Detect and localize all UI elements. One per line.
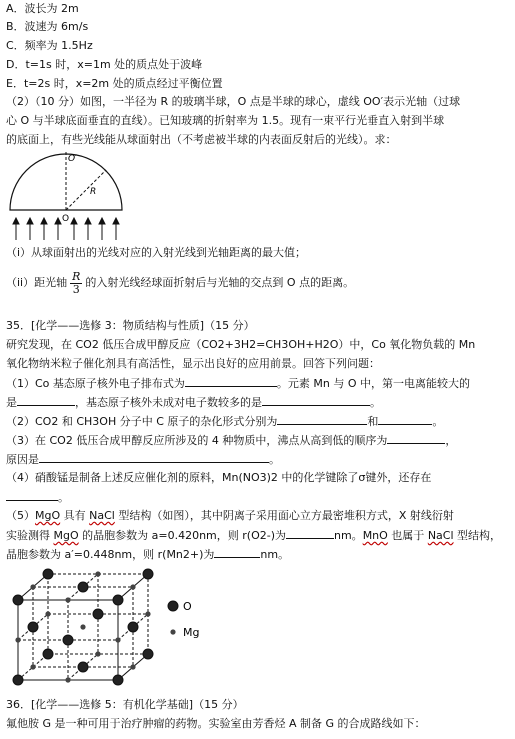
blank-reason[interactable] — [39, 451, 269, 463]
legend-mg: Mg — [183, 626, 200, 639]
blank-hybrid-ch3oh[interactable] — [378, 413, 432, 425]
q35-part4-line2: 。 — [6, 489, 69, 505]
q35-part3-line2: 原因是 。 — [6, 453, 280, 466]
blank-r-mn[interactable] — [214, 546, 260, 558]
crystal-lattice-figure — [8, 566, 218, 690]
q35-part1-line2: 是 ，基态原子核外未成对电子数较多的是 。 — [6, 396, 381, 409]
blank-ionization[interactable] — [17, 394, 75, 406]
q35-part5-line3: 晶胞参数为 a′=0.448nm，则 r(Mn2+)为 nm。 — [6, 548, 290, 561]
q2-sub-i: （i）从球面射出的光线对应的入射光线到光轴距离的最大值； — [6, 246, 307, 259]
option-e: E．t=2s 时，x=2m 处的质点经过平衡位置 — [6, 77, 223, 90]
blank-co-config[interactable] — [185, 375, 277, 387]
q35-part1-line1: （1）Co 基态原子核外电子排布式为 。元素 Mn 与 O 中，第一电离能较大的 — [6, 377, 471, 390]
q35-part4-line1: （4）硝酸锰是制备上述反应催化剂的原料，Mn(NO3)2 中的化学键除了σ键外，还存在 — [6, 471, 432, 484]
q35-title: 35．[化学——选修 3：物质结构与性质]（15 分） — [6, 319, 255, 332]
lattice-legend — [168, 600, 199, 639]
hemisphere-figure — [4, 148, 152, 248]
label-center: O — [62, 214, 70, 224]
q35-intro-1: 研究发现，在 CO2 低压合成甲醇反应（CO2+3H2=CH3OH+H2O）中，Co 氧化物负载的 Mn — [6, 338, 476, 351]
blank-hybrid-co2[interactable] — [277, 413, 367, 425]
q36-intro: 氟他胺 G 是一种可用于治疗肿瘤的药物。实验室由芳香烃 A 制备 G 的合成路线如下： — [6, 717, 426, 730]
label-o-prime: O′ — [68, 154, 78, 164]
option-a: A．波长为 2m — [6, 2, 79, 15]
option-b: B．波速为 6m/s — [6, 20, 89, 33]
blank-r-o2[interactable] — [286, 527, 334, 539]
radius-line — [66, 170, 106, 210]
blank-pi-bond[interactable] — [6, 489, 58, 501]
q2-sub-ii-suffix: 的入射光线经球面折射后与光轴的交点到 O 点的距离。 — [85, 276, 355, 289]
q2-line-3: 的底面上，有些光线能从球面射出（不考虑被半球的内表面反射后的光线）。求： — [6, 133, 397, 146]
q2-line-2: 心 O 与半球底面垂直的直线）。已知玻璃的折射率为 1.5。现有一束平行光垂直入射到半球 — [6, 114, 445, 127]
q2-sub-ii — [6, 270, 354, 296]
label-radius: R — [90, 187, 97, 197]
q2-line-1: （2）（10 分）如图，一半径为 R 的玻璃半球，O 点是半球的球心，虚线 OO′表示光轴（过球 — [6, 95, 461, 108]
blank-unpaired[interactable] — [262, 394, 370, 406]
q35-intro-2: 氧化物纳米粒子催化剂具有高活性，显示出良好的应用前景。回答下列问题： — [6, 357, 380, 370]
blank-boiling-order[interactable] — [387, 432, 445, 444]
q2-sub-ii-prefix: （ii）距光轴 — [6, 276, 68, 289]
fraction-r-over-3: $\frac{R}{3}$ — [72, 269, 81, 296]
q35-part5-line2: 实验测得 MgO 的晶胞参数为 a=0.420nm，则 r(O2-)为 nm。MnO 也属于 NaCl 型结构， — [6, 529, 502, 542]
q35-part3-line1: （3）在 CO2 低压合成甲醇反应所涉及的 4 种物质中，沸点从高到低的顺序为 ， — [6, 434, 457, 447]
q36-title: 36．[化学——选修 5：有机化学基础]（15 分） — [6, 698, 244, 711]
q35-part5-line1: （5）MgO 具有 NaCl 型结构（如图），其中阴离子采用面心立方最密堆积方式，X 射线衍射 — [6, 509, 454, 522]
q35-part2: （2）CO2 和 CH3OH 分子中 C 原子的杂化形式分别为 和 。 — [6, 415, 444, 428]
legend-o: O — [183, 600, 192, 613]
option-d: D．t=1s 时，x=1m 处的质点处于波峰 — [6, 58, 203, 71]
option-c: C．频率为 1.5Hz — [6, 39, 93, 52]
